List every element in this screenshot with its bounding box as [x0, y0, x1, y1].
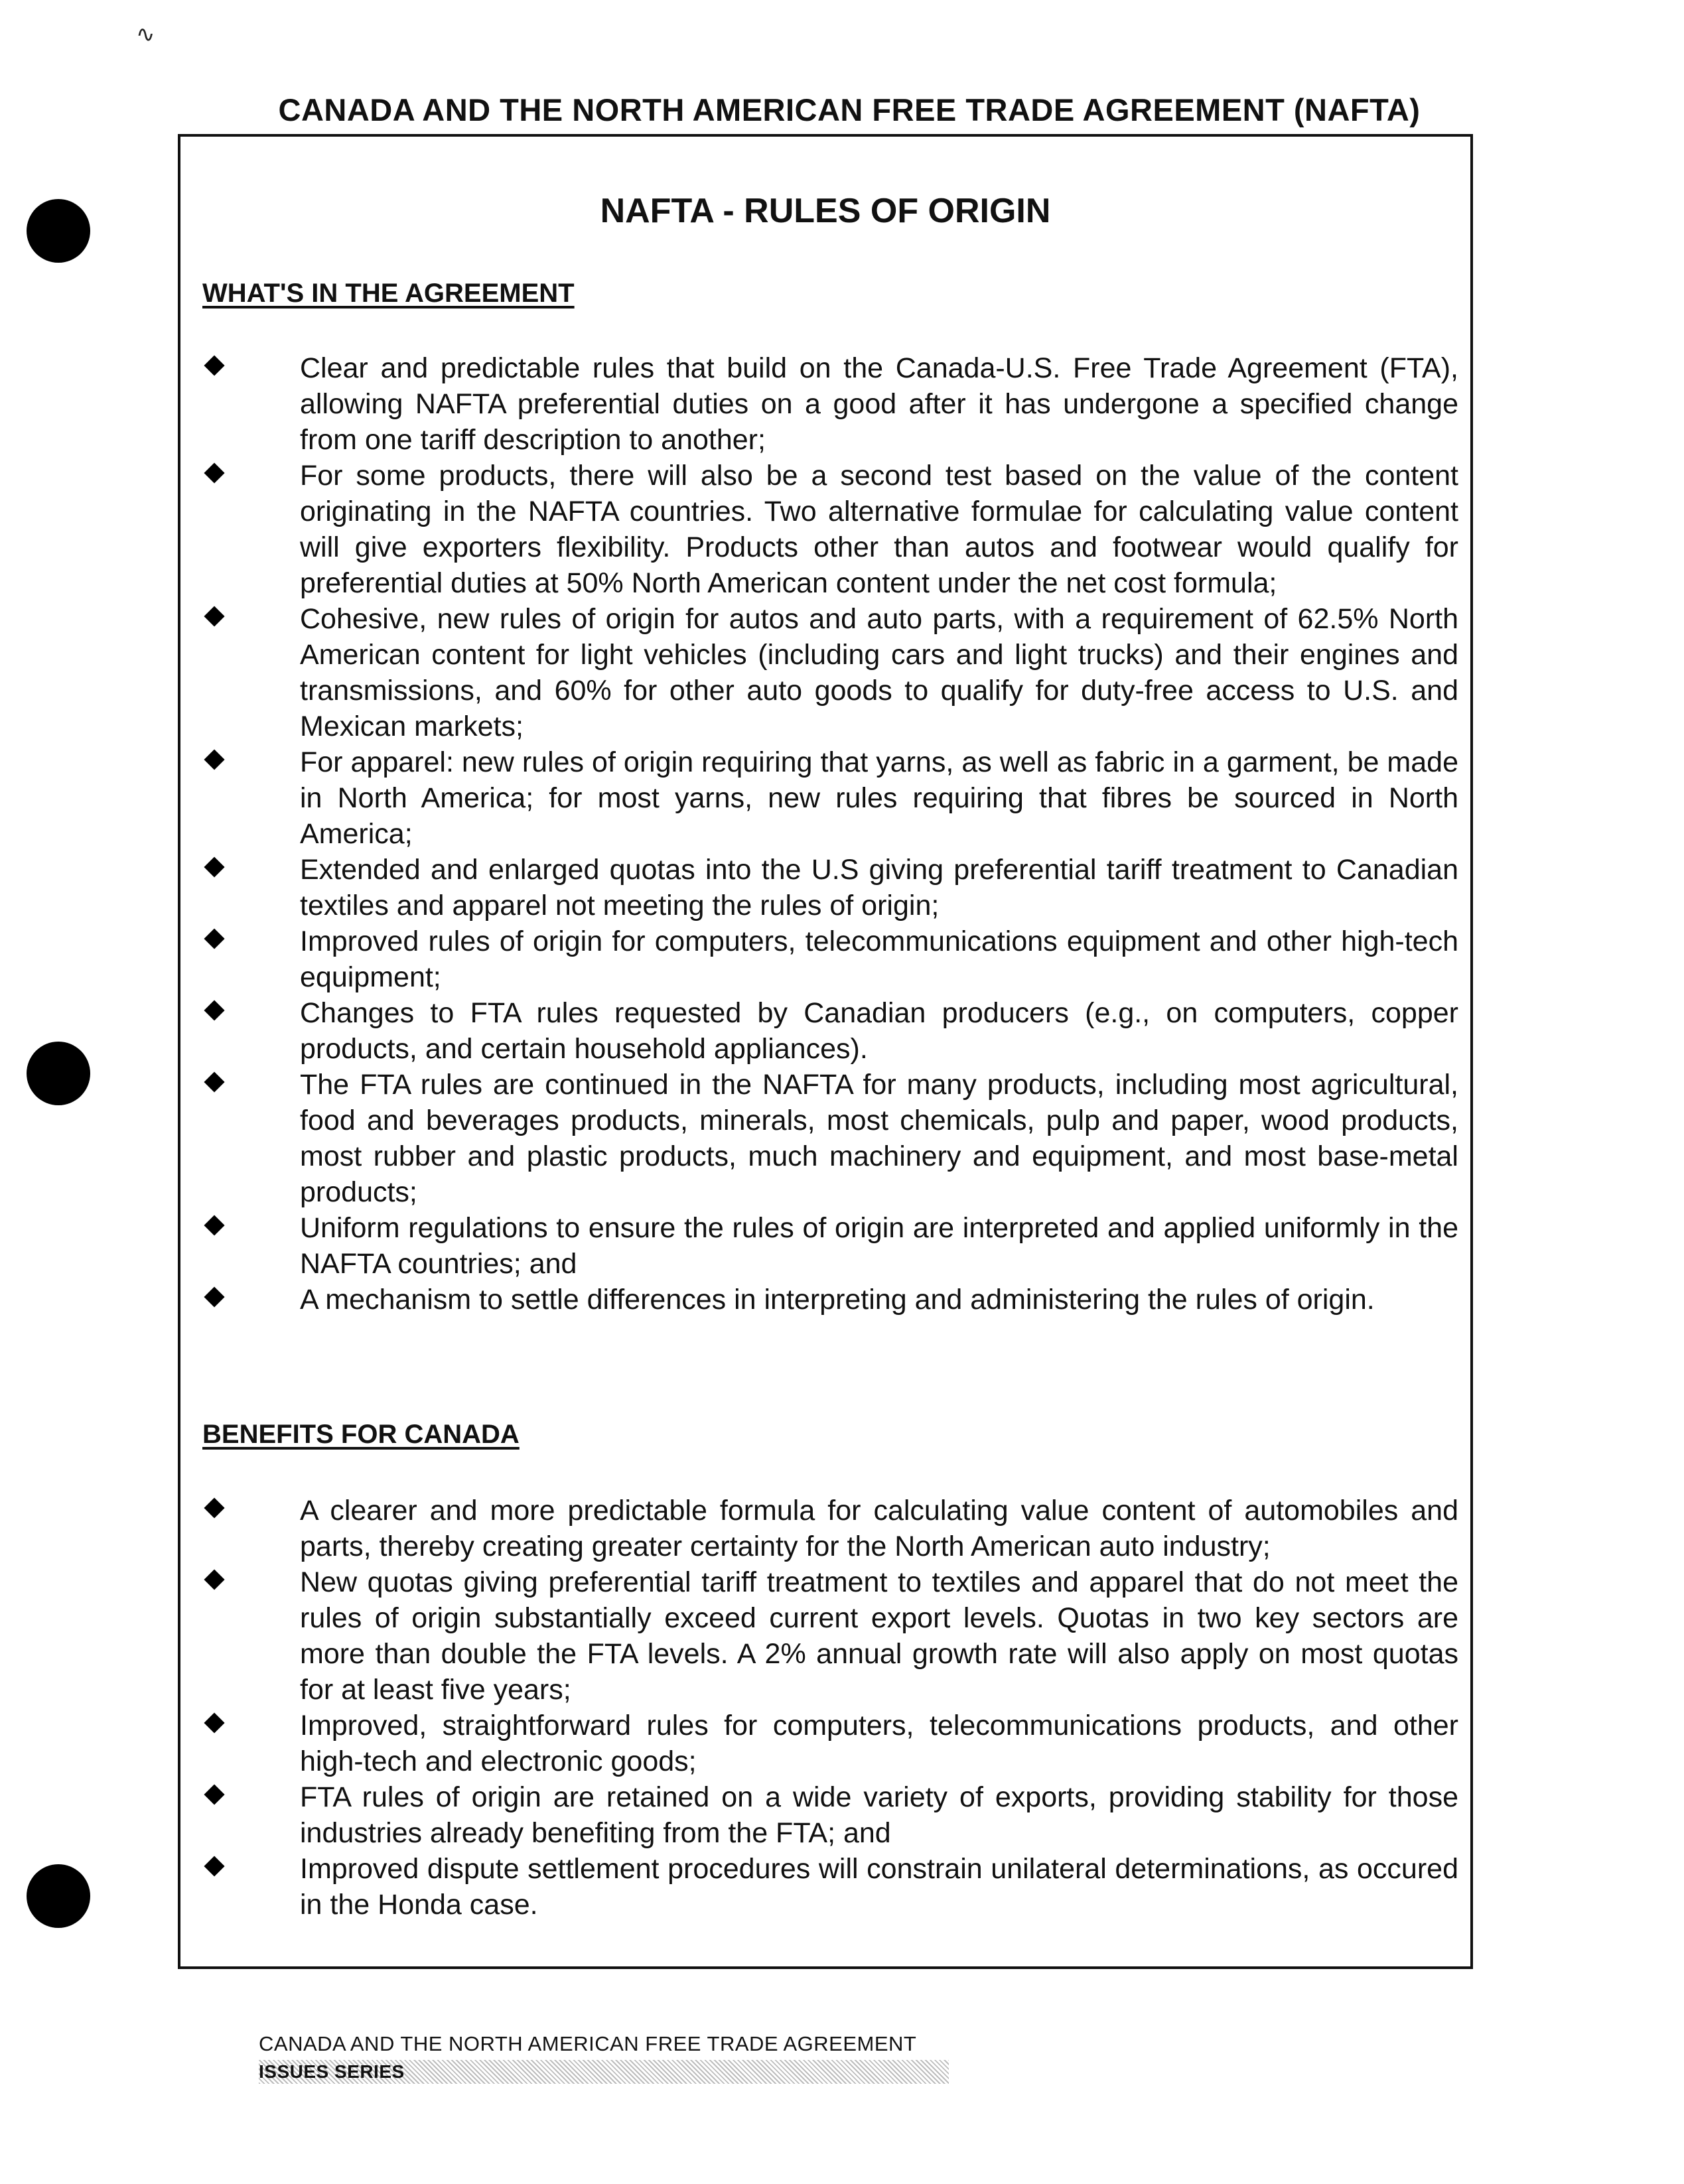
diamond-bullet-icon: [204, 1286, 224, 1307]
list-item: [199, 1708, 1458, 1779]
punch-hole-middle: [27, 1042, 90, 1105]
list-item: [199, 350, 1458, 458]
section-heading-agreement: WHAT'S IN THE AGREEMENT: [202, 279, 575, 308]
diamond-bullet-icon: [204, 1569, 224, 1590]
benefits-bullet-list: [199, 1493, 1458, 1923]
list-item-text: New quotas giving preferential tariff treatment to textiles and apparel that do not meet the rules of origin substantially exceed current export levels. Quotas in two key sectors are more than double the FTA levels. A 2% annual growth rate will also apply on most quotas for at least five years;: [300, 1566, 1458, 1706]
list-item-text: Extended and enlarged quotas into the U.S giving preferential tariff treatment to Canadian textiles and apparel not meeting the rules of origin;: [300, 854, 1458, 921]
list-item: [199, 1210, 1458, 1282]
list-item: [199, 458, 1458, 601]
list-item: [199, 923, 1458, 995]
footer-series-label: ISSUES SERIES: [259, 2060, 949, 2084]
diamond-bullet-icon: [204, 856, 224, 877]
diamond-bullet-icon: [204, 606, 224, 626]
list-item: [199, 744, 1458, 852]
list-item-text: For some products, there will also be a second test based on the value of the content originating in the NAFTA countries. Two alternative formulae for calculating value content will give exporters flexibility. Products other than autos and footwear would qualify for preferential duties at 50% North American content under the net cost formula;: [300, 460, 1458, 599]
diamond-bullet-icon: [204, 928, 224, 949]
list-item-text: Cohesive, new rules of origin for autos and auto parts, with a requirement of 62.5% North American content for light vehicles (including cars and light trucks) and their engines and transmissions, and 60% for other auto goods to qualify for duty-free access to U.S. and Mexican markets;: [300, 603, 1458, 742]
diamond-bullet-icon: [204, 355, 224, 375]
list-item: [199, 1493, 1458, 1564]
list-item-text: A clearer and more predictable formula for calculating value content of automobiles and parts, thereby creating greater certainty for the North American auto industry;: [300, 1495, 1458, 1562]
list-item: [199, 1564, 1458, 1708]
list-item: [199, 1779, 1458, 1851]
diamond-bullet-icon: [204, 749, 224, 770]
document-header: CANADA AND THE NORTH AMERICAN FREE TRADE AGREEMENT (NAFTA): [278, 92, 1421, 127]
list-item-text: Uniform regulations to ensure the rules of origin are interpreted and applied uniformly in the NAFTA countries; and: [300, 1212, 1458, 1280]
list-item-text: A mechanism to settle differences in interpreting and administering the rules of origin.: [300, 1284, 1375, 1316]
list-item-text: FTA rules of origin are retained on a wide variety of exports, providing stability for those industries already benefiting from the FTA; and: [300, 1781, 1458, 1849]
diamond-bullet-icon: [204, 1497, 224, 1518]
footer-title: CANADA AND THE NORTH AMERICAN FREE TRADE AGREEMENT: [259, 2032, 917, 2055]
list-item: [199, 852, 1458, 923]
agreement-bullet-list: [199, 350, 1458, 1318]
list-item: [199, 1067, 1458, 1210]
diamond-bullet-icon: [204, 1071, 224, 1092]
diamond-bullet-icon: [204, 1712, 224, 1733]
diamond-bullet-icon: [204, 1000, 224, 1020]
diamond-bullet-icon: [204, 462, 224, 483]
punch-hole-bottom: [27, 1864, 90, 1928]
list-item: [199, 1282, 1458, 1318]
list-item-text: Improved rules of origin for computers, telecommunications equipment and other high-tech equipment;: [300, 925, 1458, 993]
page-title: NAFTA - RULES OF ORIGIN: [600, 192, 1051, 230]
list-item-text: Changes to FTA rules requested by Canadian producers (e.g., on computers, copper products, and certain household appliances).: [300, 997, 1458, 1065]
list-item-text: For apparel: new rules of origin requiring that yarns, as well as fabric in a garment, be made in North America; for most yarns, new rules requiring that fibres be sourced in North America;: [300, 746, 1458, 850]
list-item-text: Improved dispute settlement procedures will constrain unilateral determinations, as occured in the Honda case.: [300, 1853, 1458, 1921]
list-item: [199, 995, 1458, 1067]
diamond-bullet-icon: [204, 1784, 224, 1805]
punch-hole-top: [27, 199, 90, 263]
list-item-text: Improved, straightforward rules for computers, telecommunications products, and other high-tech and electronic goods;: [300, 1710, 1458, 1777]
footer: [259, 2032, 949, 2084]
list-item-text: The FTA rules are continued in the NAFTA for many products, including most agricultural, food and beverages products, minerals, most chemicals, pulp and paper, wood products, most rubber and plastic products, much machinery and equipment, and most base-metal products;: [300, 1069, 1458, 1208]
diamond-bullet-icon: [204, 1215, 224, 1235]
section-heading-benefits: BENEFITS FOR CANADA: [202, 1420, 520, 1449]
list-item: [199, 1851, 1458, 1923]
list-item: [199, 601, 1458, 744]
scan-mark-icon: ∿: [136, 22, 155, 47]
list-item-text: Clear and predictable rules that build on the Canada-U.S. Free Trade Agreement (FTA), allowing NAFTA preferential duties on a good after it has undergone a specified change from one tariff description to another;: [300, 352, 1458, 456]
diamond-bullet-icon: [204, 1856, 224, 1876]
